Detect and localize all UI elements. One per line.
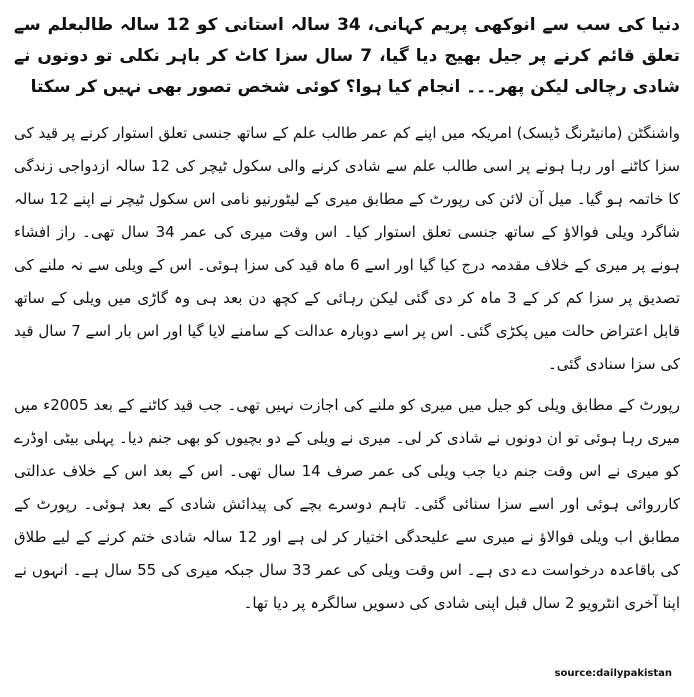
- article-paragraph-2: رپورٹ کے مطابق ویلی کو جیل میں میری کو ملنے کی اجازت نہیں تھی۔ جب قید کاٹنے کے بعد 2005ء میں میری رہا ہوئی تو ان دونوں نے شادی کر لی۔ میری نے ویلی کے دو بچیوں کو بھی جنم دیا۔ پہلی بیٹی اوڈرے کو میری نے اس وقت جنم دیا جب ویلی کی عمر صرف 14 سال تھی۔ اس کے بعد اس کے خلاف عدالتی کارروائی ہوئی اور اسے سزا سنائی گئی۔ تاہم دوسرے بچے کی پیدائش شادی کے بعد ہوئی۔ رپورٹ کے مطابق اب ویلی فوالاؤ نے میری سے علیحدگی اختیار کر لی ہے اور 12 سالہ شادی ختم کرنے کے لیے طلاق کی باقاعدہ درخواست دے دی ہے۔ اس وقت ویلی کی عمر 33 سال جبکہ میری کی 55 سال ہے۔ انہوں نے اپنا آخری انٹرویو 2 سال قبل اپنی شادی کی دسویں سالگرہ پر دیا تھا۔: [14, 396, 680, 612]
- article-paragraph-1: واشنگٹن (مانیٹرنگ ڈیسک) امریکہ میں اپنے کم عمر طالب علم کے ساتھ جنسی تعلق استوار کرنے پر قید کی سزا کاٹنے اور رہا ہونے پر اسی طالب علم سے شادی کرنے والی سکول ٹیچر کی 12 سالہ ازدواجی زندگی کا خاتمہ ہو گیا۔ میل آن لائن کی رپورٹ کے مطابق میری کے لیٹورنیو نامی اس سکول ٹیچر نے اپنے 12 سالہ شاگرد ویلی فوالاؤ کے ساتھ جنسی تعلق استوار کیا۔ اس وقت میری کی عمر 34 سال تھی۔ راز افشاء ہونے پر میری کے خلاف مقدمہ درج کیا گیا اور اسے 6 ماہ قید کی سزا ہوئی۔ اس کے ویلی سے نہ ملنے کی تصدیق پر سزا کم کر کے 3 ماہ کر دی گئی لیکن رہائی کے کچھ دن بعد ہی وہ گاڑی میں ویلی کے ساتھ قابل اعتراض حالت میں پکڑی گئی۔ اس پر اسے دوبارہ عدالت کے سامنے لایا گیا اور اس بار اسے 7 سال قید کی سزا سنادی گئی۔: [14, 124, 680, 373]
- article-headline: دنیا کی سب سے انوکھی پریم کہانی، 34 سالہ استانی کو 12 سالہ طالبعلم سے تعلق قائم کرنے پر جیل بھیج دیا گیا، 7 سال سزا کاٹ کر باہر نکلی تو دونوں نے شادی رچالی لیکن پھر۔۔۔ انجام کیا ہوا؟ کوئی شخص تصور بھی نہیں کر سکتا: [14, 15, 680, 97]
- source-credit: source:dailypakistan: [554, 668, 672, 679]
- news-article: [14, 10, 680, 628]
